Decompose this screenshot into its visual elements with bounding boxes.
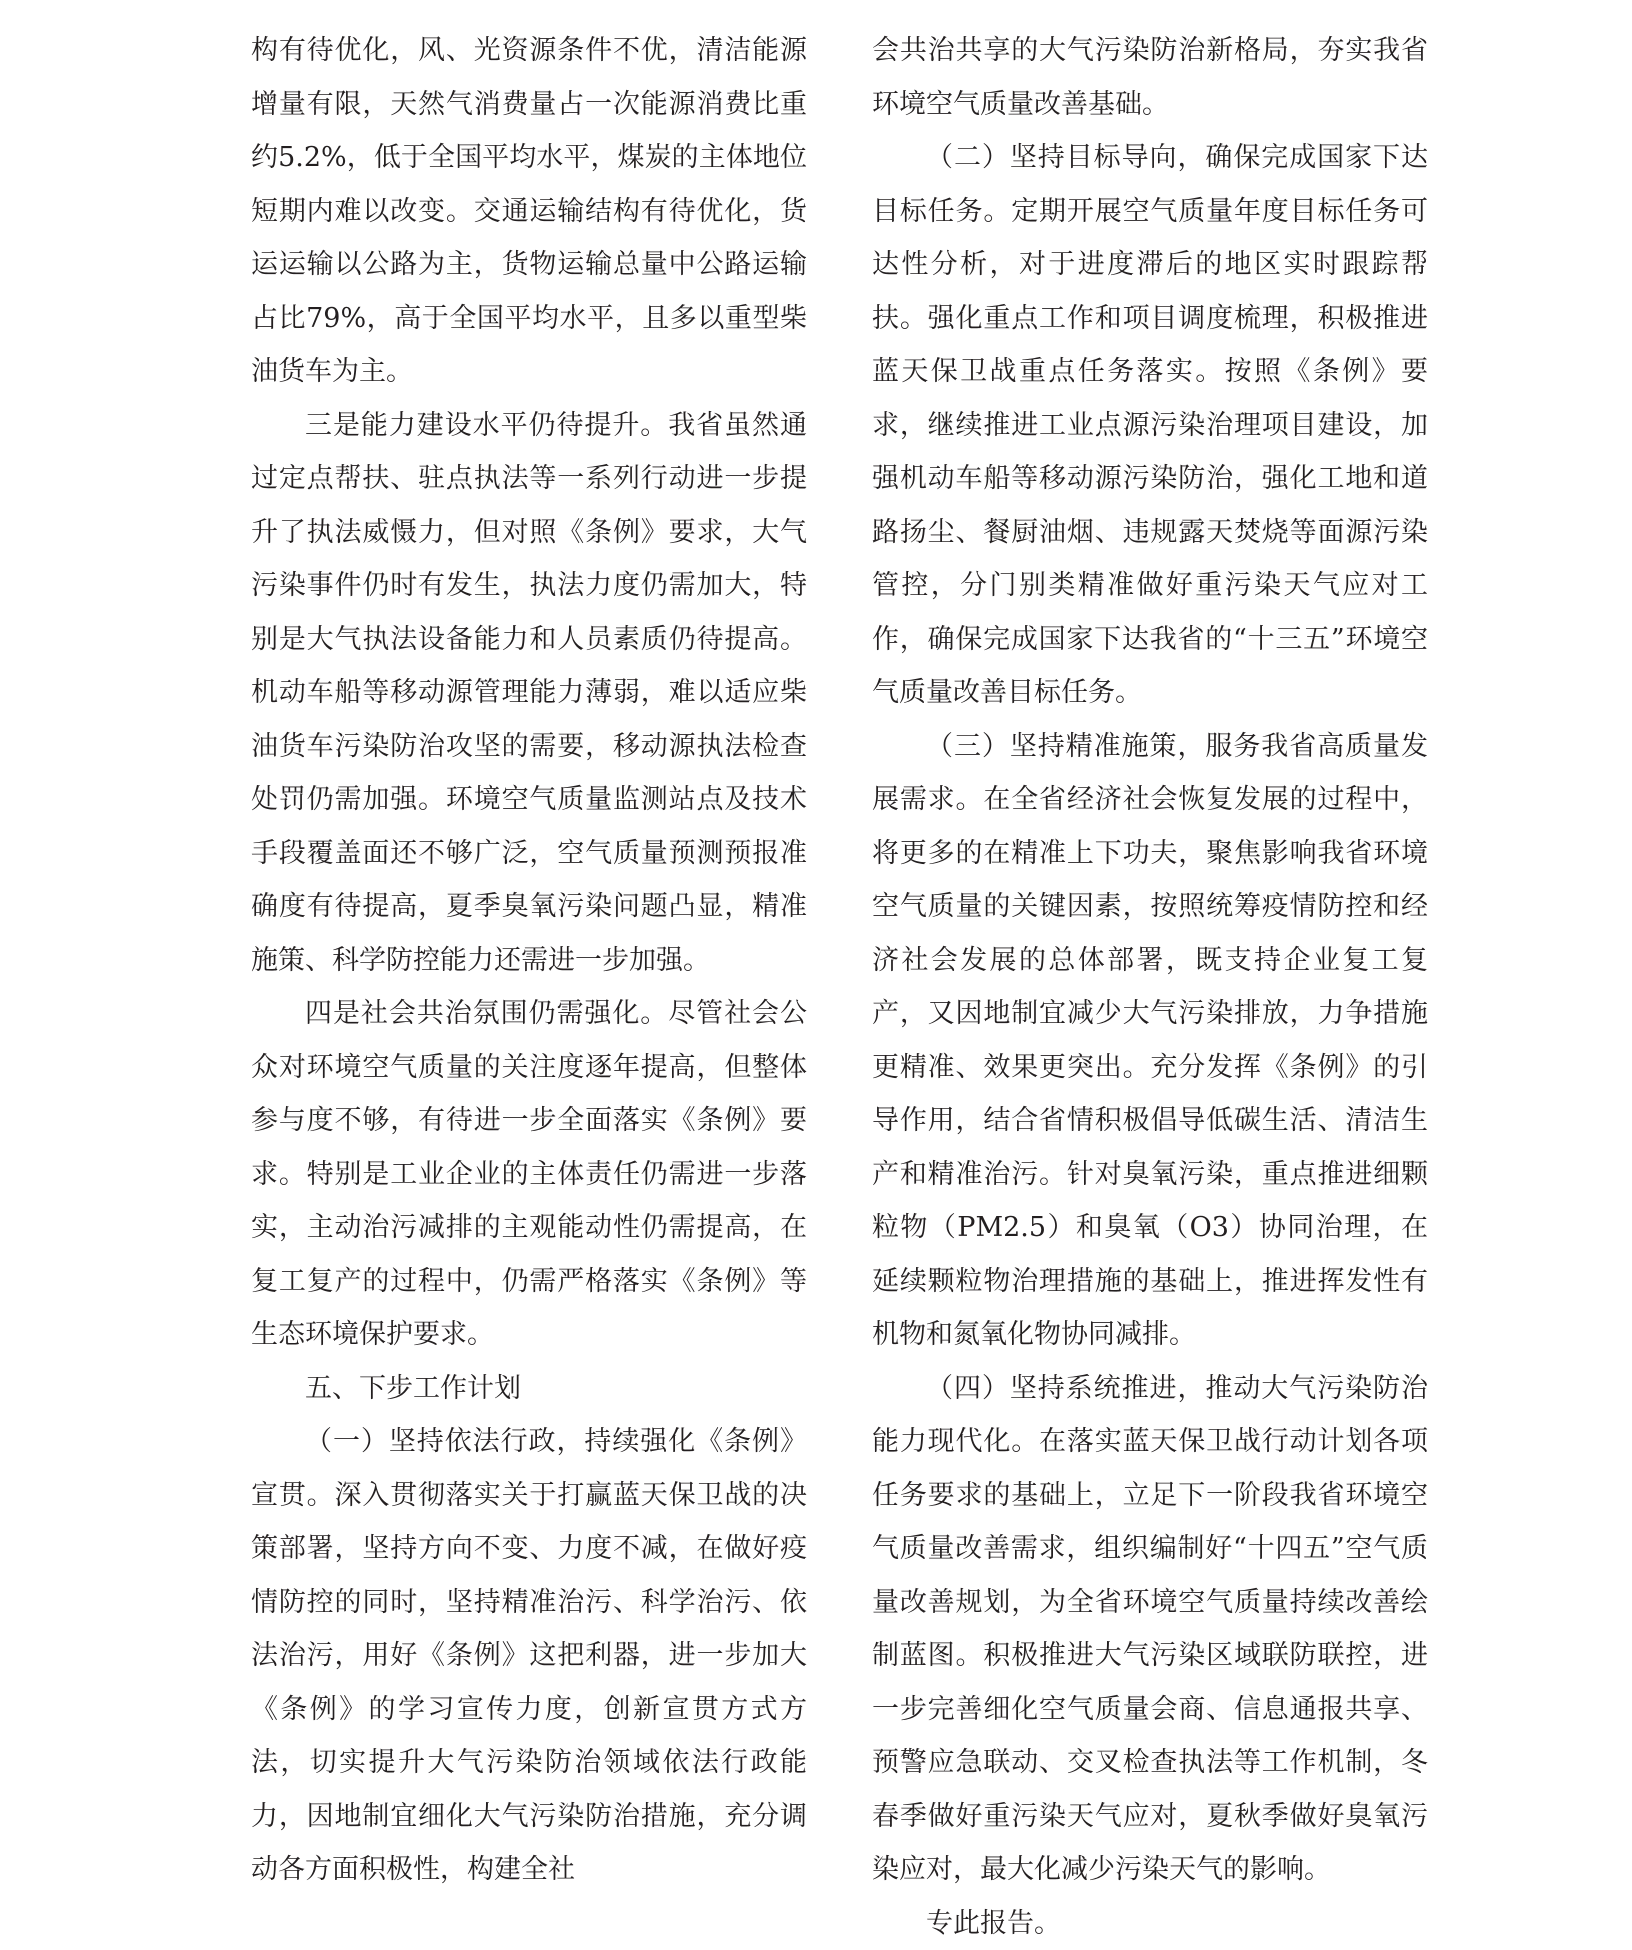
left-text-column: [251, 24, 807, 1897]
paragraph-capacity-building: 三是能力建设水平仍待提升。我省虽然通过定点帮扶、驻点执法等一系列行动进一步提升了执法威慑力，但对照《条例》要求，大气污染事件仍时有发生，执法力度仍需加大，特别是大气执法设备能力和人员素质仍待提高。机动车船等移动源管理能力薄弱，难以适应柴油货车污染防治攻坚的需要，移动源执法检查处罚仍需加强。环境空气质量监测站点及技术手段覆盖面还不够广泛，空气质量预测预报准确度有待提高，夏季臭氧污染问题凸显，精准施策、科学防控能力还需进一步加强。: [251, 399, 807, 988]
paragraph-plan-item-1-continued: 会共治共享的大气污染防治新格局，夯实我省环境空气质量改善基础。: [872, 24, 1428, 131]
paragraph-social-governance: 四是社会共治氛围仍需强化。尽管社会公众对环境空气质量的关注度逐年提高，但整体参与度不够，有待进一步全面落实《条例》要求。特别是工业企业的主体责任仍需进一步落实，主动治污减排的主观能动性仍需提高，在复工复产的过程中，仍需严格落实《条例》等生态环境保护要求。: [251, 987, 807, 1362]
paragraph-plan-item-4: （四）坚持系统推进，推动大气污染防治能力现代化。在落实蓝天保卫战行动计划各项任务要求的基础上，立足下一阶段我省环境空气质量改善需求，组织编制好“十四五”空气质量改善规划，为全省环境空气质量持续改善绘制蓝图。积极推进大气污染区域联防联控，进一步完善细化空气质量会商、信息通报共享、预警应急联动、交叉检查执法等工作机制，冬春季做好重污染天气应对，夏秋季做好臭氧污染应对，最大化减少污染天气的影响。: [872, 1362, 1428, 1897]
paragraph-plan-item-1: （一）坚持依法行政，持续强化《条例》宣贯。深入贯彻落实关于打赢蓝天保卫战的决策部署，坚持方向不变、力度不减，在做好疫情防控的同时，坚持精准治污、科学治污、依法治污，用好《条例》这把利器，进一步加大《条例》的学习宣传力度，创新宣贯方式方法，切实提升大气污染防治领域依法行政能力，因地制宜细化大气污染防治措施，充分调动各方面积极性，构建全社: [251, 1415, 807, 1897]
right-text-column: [872, 24, 1428, 1950]
section-heading-next-steps: 五、下步工作计划: [251, 1362, 807, 1416]
paragraph-plan-item-3: （三）坚持精准施策，服务我省高质量发展需求。在全省经济社会恢复发展的过程中，将更多的在精准上下功夫，聚焦影响我省环境空气质量的关键因素，按照统筹疫情防控和经济社会发展的总体部署，既支持企业复工复产，又因地制宜减少大气污染排放，力争措施更精准、效果更突出。充分发挥《条例》的引导作用，结合省情积极倡导低碳生活、清洁生产和精准治污。针对臭氧污染，重点推进细颗粒物（PM2.5）和臭氧（O3）协同治理，在延续颗粒物治理措施的基础上，推进挥发性有机物和氮氧化物协同减排。: [872, 720, 1428, 1362]
closing-statement: 专此报告。: [872, 1897, 1428, 1950]
paragraph-plan-item-2: （二）坚持目标导向，确保完成国家下达目标任务。定期开展空气质量年度目标任务可达性分析，对于进度滞后的地区实时跟踪帮扶。强化重点工作和项目调度梳理，积极推进蓝天保卫战重点任务落实。按照《条例》要求，继续推进工业点源污染治理项目建设，加强机动车船等移动源污染防治，强化工地和道路扬尘、餐厨油烟、违规露天焚烧等面源污染管控，分门别类精准做好重污染天气应对工作，确保完成国家下达我省的“十三五”环境空气质量改善目标任务。: [872, 131, 1428, 720]
paragraph-energy-transport-structure: 构有待优化，风、光资源条件不优，清洁能源增量有限，天然气消费量占一次能源消费比重约5.2%，低于全国平均水平，煤炭的主体地位短期内难以改变。交通运输结构有待优化，货运运输以公路为主，货物运输总量中公路运输占比79%，高于全国平均水平，且多以重型柴油货车为主。: [251, 24, 807, 399]
